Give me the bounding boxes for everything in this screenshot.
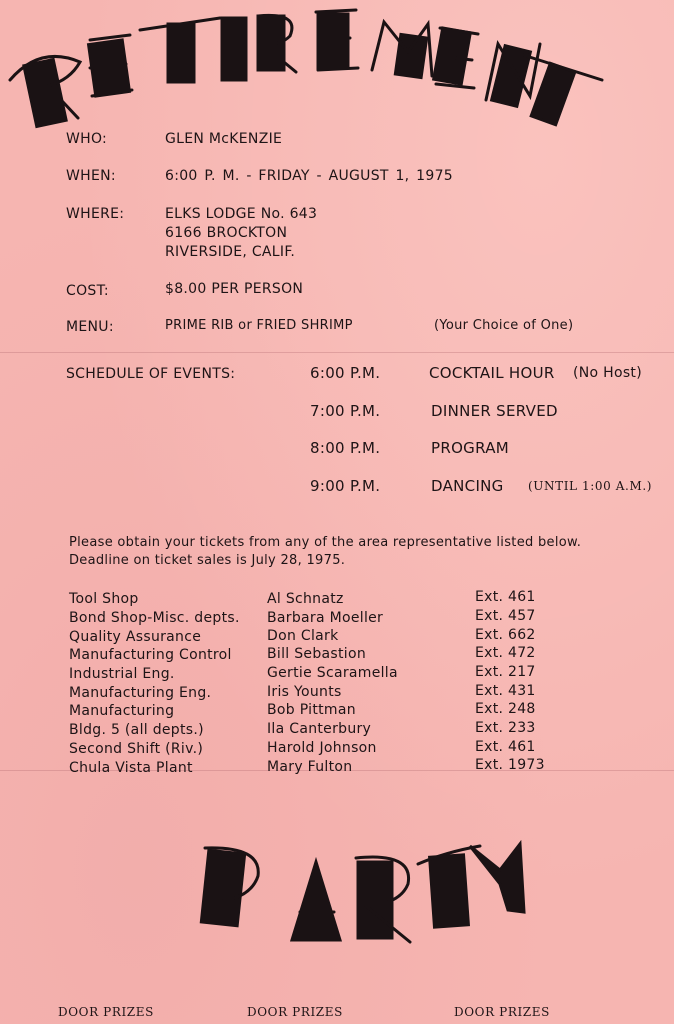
when-value: 6:00 P. M. - FRIDAY - AUGUST 1, 1975 bbox=[165, 168, 454, 184]
rep-name: Mary Fulton bbox=[267, 759, 353, 775]
rep-dept: Tool Shop bbox=[69, 591, 139, 607]
menu-value: PRIME RIB or FRIED SHRIMP bbox=[165, 318, 353, 333]
rep-dept: Quality Assurance bbox=[69, 629, 202, 645]
rep-dept: Second Shift (Riv.) bbox=[69, 741, 204, 757]
rep-name: Iris Younts bbox=[267, 684, 342, 700]
when-label: WHEN: bbox=[66, 168, 116, 184]
schedule-event: PROGRAM bbox=[431, 439, 510, 457]
footer-door-prizes: DOOR PRIZES bbox=[454, 1005, 550, 1019]
rep-name: Al Schnatz bbox=[267, 591, 344, 607]
schedule-note: (UNTIL 1:00 A.M.) bbox=[528, 479, 653, 493]
rep-dept: Manufacturing bbox=[69, 703, 175, 719]
headline-retirement bbox=[0, 0, 674, 140]
rep-name: Ila Canterbury bbox=[267, 721, 372, 737]
rep-ext: Ext. 461 bbox=[475, 589, 536, 605]
ticket-deadline: Deadline on ticket sales is July 28, 1975. bbox=[69, 553, 346, 568]
rep-ext: Ext. 217 bbox=[475, 664, 536, 680]
schedule-time: 9:00 P.M. bbox=[310, 477, 381, 495]
rep-ext: Ext. 1973 bbox=[475, 757, 545, 773]
rep-name: Don Clark bbox=[267, 628, 339, 644]
rep-ext: Ext. 431 bbox=[475, 683, 536, 699]
where-line-3: RIVERSIDE, CALIF. bbox=[165, 244, 296, 260]
rep-name: Bob Pittman bbox=[267, 702, 356, 718]
cost-value: $8.00 PER PERSON bbox=[165, 281, 304, 297]
rep-dept: Bldg. 5 (all depts.) bbox=[69, 722, 204, 738]
rep-ext: Ext. 662 bbox=[475, 627, 536, 643]
menu-label: MENU: bbox=[66, 319, 114, 335]
rep-dept: Manufacturing Eng. bbox=[69, 685, 212, 701]
rep-name: Harold Johnson bbox=[267, 740, 377, 756]
rep-dept: Industrial Eng. bbox=[69, 666, 175, 682]
where-label: WHERE: bbox=[66, 206, 125, 222]
ticket-instructions: Please obtain your tickets from any of the area representative listed below. bbox=[69, 535, 582, 550]
who-label: WHO: bbox=[66, 131, 108, 147]
rep-ext: Ext. 233 bbox=[475, 720, 536, 736]
rep-ext: Ext. 472 bbox=[475, 645, 536, 661]
rep-dept: Chula Vista Plant bbox=[69, 760, 193, 776]
rep-ext: Ext. 461 bbox=[475, 739, 536, 755]
rep-ext: Ext. 457 bbox=[475, 608, 536, 624]
schedule-event: DINNER SERVED bbox=[431, 402, 558, 420]
where-line-2: 6166 BROCKTON bbox=[165, 225, 288, 241]
footer-door-prizes: DOOR PRIZES bbox=[247, 1005, 343, 1019]
schedule-time: 8:00 P.M. bbox=[310, 439, 381, 457]
schedule-time: 6:00 P.M. bbox=[310, 364, 381, 382]
fold-line bbox=[0, 352, 674, 353]
schedule-event: DANCING bbox=[431, 477, 504, 495]
schedule-note: (No Host) bbox=[573, 365, 642, 381]
who-value: GLEN McKENZIE bbox=[165, 131, 283, 147]
rep-ext: Ext. 248 bbox=[475, 701, 536, 717]
schedule-event: COCKTAIL HOUR bbox=[429, 364, 555, 382]
footer-door-prizes: DOOR PRIZES bbox=[58, 1005, 154, 1019]
rep-name: Barbara Moeller bbox=[267, 610, 384, 626]
schedule-time: 7:00 P.M. bbox=[310, 402, 381, 420]
where-line-1: ELKS LODGE No. 643 bbox=[165, 206, 318, 222]
schedule-label: SCHEDULE OF EVENTS: bbox=[66, 366, 236, 382]
rep-name: Gertie Scaramella bbox=[267, 665, 398, 681]
cost-label: COST: bbox=[66, 283, 109, 299]
rep-name: Bill Sebastion bbox=[267, 646, 367, 662]
rep-dept: Bond Shop-Misc. depts. bbox=[69, 610, 240, 626]
menu-note: (Your Choice of One) bbox=[434, 318, 574, 333]
rep-dept: Manufacturing Control bbox=[69, 647, 232, 663]
